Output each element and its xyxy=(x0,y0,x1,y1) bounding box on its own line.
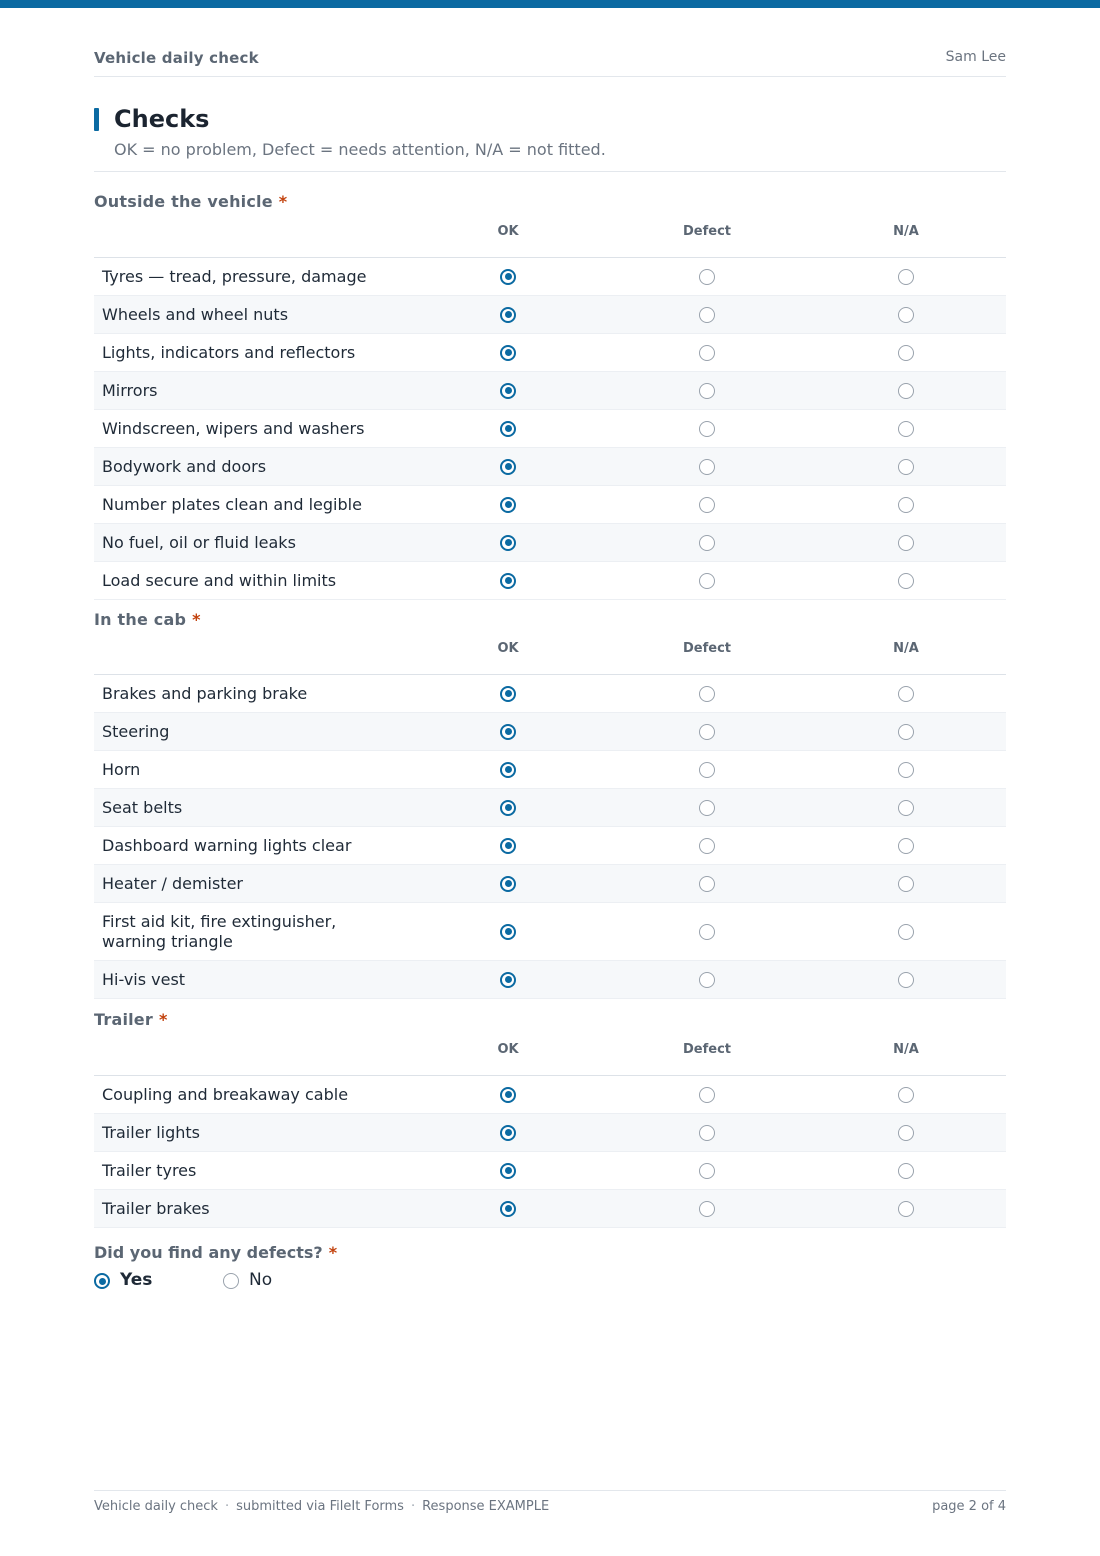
top-accent-bar xyxy=(0,0,1100,8)
check-item-label: Steering xyxy=(102,722,170,741)
check-grid xyxy=(94,1038,1006,1228)
radio-yes[interactable] xyxy=(94,1273,110,1289)
footer-response: Response EXAMPLE xyxy=(422,1499,550,1514)
radio-na[interactable] xyxy=(898,1087,914,1103)
radio-defect[interactable] xyxy=(699,972,715,988)
radio-defect[interactable] xyxy=(699,1125,715,1141)
radio-ok[interactable] xyxy=(500,800,516,816)
radio-ok[interactable] xyxy=(500,972,516,988)
radio-no[interactable] xyxy=(223,1273,239,1289)
column-header-na: N/A xyxy=(893,224,919,239)
check-row xyxy=(94,334,1006,372)
radio-ok[interactable] xyxy=(500,421,516,437)
radio-ok[interactable] xyxy=(500,724,516,740)
radio-na[interactable] xyxy=(898,573,914,589)
radio-na[interactable] xyxy=(898,497,914,513)
column-header-defect: Defect xyxy=(682,641,731,656)
radio-defect[interactable] xyxy=(699,1201,715,1217)
check-row xyxy=(94,789,1006,827)
radio-ok[interactable] xyxy=(500,876,516,892)
check-row xyxy=(94,713,1006,751)
user-name: Sam Lee xyxy=(945,49,1006,65)
check-item-label: Brakes and parking brake xyxy=(102,684,308,703)
radio-na[interactable] xyxy=(898,876,914,892)
check-item-label: Load secure and within limits xyxy=(102,571,337,590)
section-subtitle: OK = no problem, Defect = needs attention, N/A = not fitted. xyxy=(114,140,606,159)
check-item-label: Trailer lights xyxy=(102,1123,200,1142)
radio-defect[interactable] xyxy=(699,307,715,323)
section-accent-bar xyxy=(94,108,99,131)
radio-na[interactable] xyxy=(898,345,914,361)
group-title xyxy=(94,610,201,629)
radio-defect[interactable] xyxy=(699,800,715,816)
radio-ok[interactable] xyxy=(500,1125,516,1141)
check-row xyxy=(94,1076,1006,1114)
page-number: page 2 of 4 xyxy=(932,1499,1006,1514)
column-header-na: N/A xyxy=(893,1042,919,1057)
group-title-label: Outside the vehicle xyxy=(94,192,273,211)
radio-na[interactable] xyxy=(898,1163,914,1179)
check-row xyxy=(94,296,1006,334)
radio-ok[interactable] xyxy=(500,307,516,323)
check-row xyxy=(94,865,1006,903)
radio-defect[interactable] xyxy=(699,345,715,361)
footer-form-name: Vehicle daily check xyxy=(94,1499,218,1514)
radio-na[interactable] xyxy=(898,269,914,285)
radio-na[interactable] xyxy=(898,724,914,740)
radio-ok[interactable] xyxy=(500,1087,516,1103)
footer-via: submitted via FileIt Forms xyxy=(236,1499,404,1514)
check-row xyxy=(94,486,1006,524)
column-header-defect: Defect xyxy=(682,1042,731,1057)
check-item-label: Trailer brakes xyxy=(102,1199,210,1218)
radio-ok[interactable] xyxy=(500,535,516,551)
form-title: Vehicle daily check xyxy=(94,49,259,67)
check-row xyxy=(94,410,1006,448)
radio-ok[interactable] xyxy=(500,383,516,399)
section-header xyxy=(94,106,1006,172)
radio-ok[interactable] xyxy=(500,762,516,778)
check-row xyxy=(94,1114,1006,1152)
check-row xyxy=(94,448,1006,486)
check-item-label: Seat belts xyxy=(102,798,183,817)
radio-ok[interactable] xyxy=(500,838,516,854)
check-row xyxy=(94,524,1006,562)
check-item-label: Coupling and breakaway cable xyxy=(102,1085,349,1104)
group-title-label: In the cab xyxy=(94,610,187,629)
radio-na[interactable] xyxy=(898,838,914,854)
required-marker: * xyxy=(192,610,201,629)
check-row xyxy=(94,562,1006,600)
check-item-label: Tyres — tread, pressure, damage xyxy=(102,267,367,286)
radio-na[interactable] xyxy=(898,924,914,940)
check-row xyxy=(94,1152,1006,1190)
defects-question-label: Did you find any defects? xyxy=(94,1243,323,1262)
radio-defect[interactable] xyxy=(699,535,715,551)
radio-na[interactable] xyxy=(898,421,914,437)
check-item-label: Wheels and wheel nuts xyxy=(102,305,289,324)
radio-na[interactable] xyxy=(898,307,914,323)
check-item-label: Heater / demister xyxy=(102,874,243,893)
column-header-ok: OK xyxy=(497,641,519,656)
grid-header xyxy=(94,220,1006,258)
column-header-ok: OK xyxy=(497,1042,519,1057)
grid-header xyxy=(94,1038,1006,1076)
check-row xyxy=(94,903,1006,961)
check-row xyxy=(94,961,1006,999)
radio-ok[interactable] xyxy=(500,459,516,475)
radio-na[interactable] xyxy=(898,459,914,475)
radio-defect[interactable] xyxy=(699,497,715,513)
radio-defect[interactable] xyxy=(699,924,715,940)
check-item-label: Horn xyxy=(102,760,141,779)
radio-na[interactable] xyxy=(898,1201,914,1217)
column-header-na: N/A xyxy=(893,641,919,656)
defects-question xyxy=(94,1243,337,1262)
radio-defect[interactable] xyxy=(699,383,715,399)
radio-na[interactable] xyxy=(898,800,914,816)
check-item-label: No fuel, oil or fluid leaks xyxy=(102,533,296,552)
section-title: Checks xyxy=(114,105,210,133)
option-label-yes: Yes xyxy=(120,1270,153,1290)
group-title-label: Trailer xyxy=(94,1010,153,1029)
radio-defect[interactable] xyxy=(699,573,715,589)
radio-ok[interactable] xyxy=(500,497,516,513)
check-item-label: Hi-vis vest xyxy=(102,970,186,989)
radio-na[interactable] xyxy=(898,383,914,399)
check-row xyxy=(94,258,1006,296)
check-item-label: Windscreen, wipers and washers xyxy=(102,419,365,438)
radio-defect[interactable] xyxy=(699,1087,715,1103)
radio-ok[interactable] xyxy=(500,924,516,940)
radio-ok[interactable] xyxy=(500,269,516,285)
group-title xyxy=(94,192,287,211)
check-row xyxy=(94,751,1006,789)
group-title xyxy=(94,1010,168,1029)
radio-defect[interactable] xyxy=(699,459,715,475)
radio-ok[interactable] xyxy=(500,1163,516,1179)
radio-ok[interactable] xyxy=(500,573,516,589)
check-row xyxy=(94,372,1006,410)
check-row xyxy=(94,675,1006,713)
column-header-defect: Defect xyxy=(682,224,731,239)
check-item-label: Lights, indicators and reflectors xyxy=(102,343,356,362)
radio-ok[interactable] xyxy=(500,686,516,702)
radio-na[interactable] xyxy=(898,535,914,551)
footer-info xyxy=(94,1499,549,1514)
required-marker: * xyxy=(158,1010,168,1029)
column-header-ok: OK xyxy=(497,224,519,239)
radio-defect[interactable] xyxy=(699,1163,715,1179)
check-item-label: First aid kit, fire extinguisher, warning triangle xyxy=(102,912,337,951)
footer-separator: · xyxy=(410,1499,416,1514)
check-item-label: Dashboard warning lights clear xyxy=(102,836,352,855)
check-grid xyxy=(94,220,1006,600)
radio-na[interactable] xyxy=(898,1125,914,1141)
check-item-label: Bodywork and doors xyxy=(102,457,267,476)
radio-ok[interactable] xyxy=(500,1201,516,1217)
check-row xyxy=(94,827,1006,865)
radio-na[interactable] xyxy=(898,762,914,778)
radio-defect[interactable] xyxy=(699,876,715,892)
required-marker: * xyxy=(278,192,288,211)
check-row xyxy=(94,1190,1006,1228)
check-item-label: Trailer tyres xyxy=(102,1161,197,1180)
check-item-label: Mirrors xyxy=(102,381,158,400)
radio-defect[interactable] xyxy=(699,269,715,285)
option-label-no: No xyxy=(249,1270,273,1290)
radio-na[interactable] xyxy=(898,972,914,988)
radio-defect[interactable] xyxy=(699,421,715,437)
page-header xyxy=(94,47,1006,77)
radio-defect[interactable] xyxy=(699,724,715,740)
required-marker: * xyxy=(328,1243,338,1262)
footer-separator: · xyxy=(224,1499,230,1514)
radio-na[interactable] xyxy=(898,686,914,702)
check-grid xyxy=(94,637,1006,999)
radio-defect[interactable] xyxy=(699,762,715,778)
page-footer xyxy=(94,1490,1006,1521)
grid-header xyxy=(94,637,1006,675)
check-item-label: Number plates clean and legible xyxy=(102,495,362,514)
radio-ok[interactable] xyxy=(500,345,516,361)
radio-defect[interactable] xyxy=(699,686,715,702)
radio-defect[interactable] xyxy=(699,838,715,854)
